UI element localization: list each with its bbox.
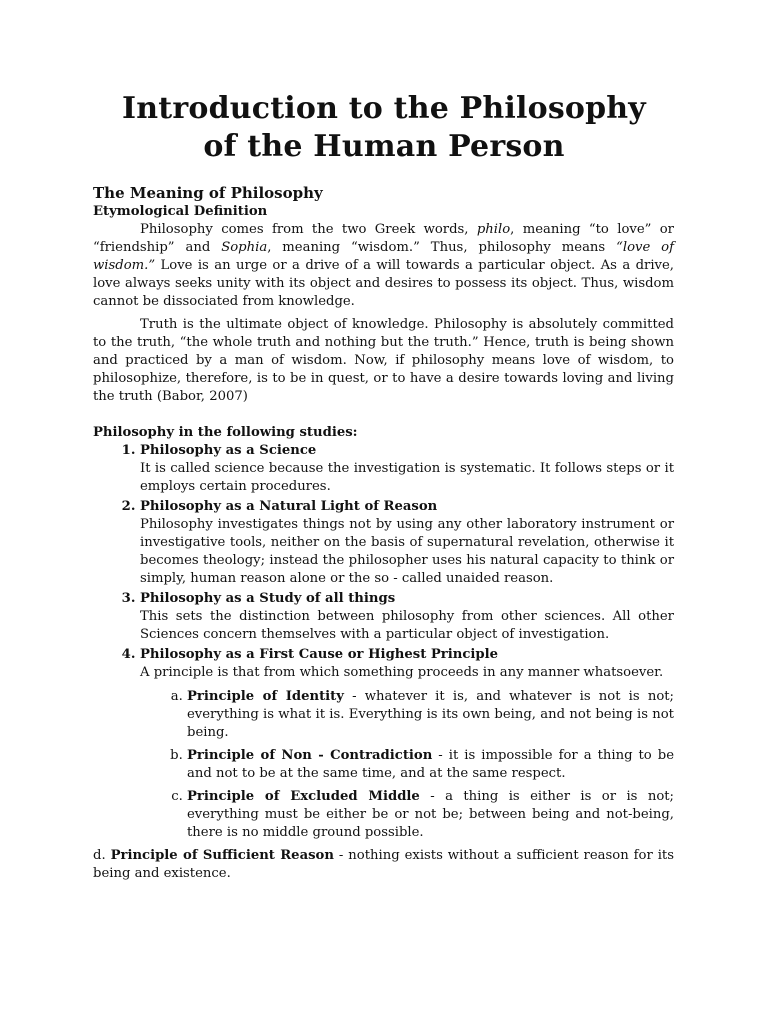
principle-label: d. [93, 848, 111, 863]
principle-text: - it is impossible for a thing to be and not to be at the same time, and at the same respect. [187, 748, 674, 781]
principle-item [187, 788, 674, 842]
list-item-body: This sets the distinction between philosophy from other sciences. All other Sciences concern themselves with a particular object of investigation. [140, 609, 674, 642]
document-body [93, 183, 674, 883]
studies-list [93, 442, 674, 842]
list-item [140, 442, 674, 496]
list-item [140, 646, 674, 842]
term-love-of-wisdom: “love of wisdom.” [93, 240, 674, 273]
principle-item [187, 747, 674, 783]
title-line-2: of the Human Person [203, 129, 565, 164]
studies-heading: Philosophy in the following studies: [93, 425, 358, 440]
principle-sufficient-reason [93, 847, 674, 883]
term-sophia: Sophia [221, 240, 268, 255]
list-item [140, 590, 674, 644]
principle-name: Principle of Non - Contradiction [187, 748, 433, 763]
principle-text: - a thing is either is or is not; everything must be either be or not be; between being and not-being, there is no middle ground possible. [187, 789, 675, 840]
term-philo: philo [476, 222, 511, 237]
list-item-title: 4. Philosophy as a First Cause or Highest Principle [140, 647, 498, 662]
text-run: , meaning “wisdom.” Thus, philosophy means [267, 240, 617, 255]
principle-name: Principle of Excluded Middle [187, 789, 420, 804]
section-heading: The Meaning of Philosophy [93, 184, 323, 202]
section-subheading: Etymological Definition [93, 204, 268, 219]
list-item [140, 498, 674, 588]
list-item-title: 2. Philosophy as a Natural Light of Reason [140, 499, 438, 514]
document-title [60, 90, 708, 166]
text-run: Philosophy comes from the two Greek words, [140, 222, 477, 237]
principles-list [140, 688, 674, 842]
title-line-1: Introduction to the Philosophy [122, 91, 646, 126]
list-item-title: 1. Philosophy as a Science [140, 443, 317, 458]
principle-text: - nothing exists without a sufficient reason for its being and existence. [93, 848, 674, 881]
principle-text: - whatever it is, and whatever is not is not; everything is what it is. Everything is its own being, and not being is not being. [187, 689, 674, 740]
list-item-title: 3. Philosophy as a Study of all things [140, 591, 396, 606]
list-item-body: Philosophy investigates things not by using any other laboratory instrument or investigative tools, neither on the basis of supernatural revelation, otherwise it becomes theology; instead the philosopher uses his natural capacity to think or simply, human reason alone or the so - called unaided reason. [140, 517, 674, 586]
text-run: Love is an urge or a drive of a will towards a particular object. As a drive, love always seeks unity with its object and desires to possess its object. Thus, wisdom cannot be dissociated from knowledge. [93, 258, 674, 309]
list-item-body: A principle is that from which something proceeds in any manner whatsoever. [140, 665, 664, 680]
paragraph-truth: Truth is the ultimate object of knowledge. Philosophy is absolutely committed to the truth, “the whole truth and nothing but the truth.” Hence, truth is being shown and practiced by a man of wisdom. Now, if philosophy means love of wisdom, to philosophize, therefore, is to be in quest, or to have a desire towards loving and living the truth (Babor, 2007) [93, 317, 674, 404]
principle-item [187, 688, 674, 742]
list-item-body: It is called science because the investigation is systematic. It follows steps or it employs certain procedures. [140, 461, 674, 494]
spacer [93, 411, 674, 424]
paragraph-etymology [93, 221, 674, 311]
principle-name: Principle of Identity [187, 689, 344, 704]
principle-name: Principle of Sufficient Reason [110, 848, 334, 863]
text-run: , meaning “to love” or “friendship” and [93, 222, 674, 255]
